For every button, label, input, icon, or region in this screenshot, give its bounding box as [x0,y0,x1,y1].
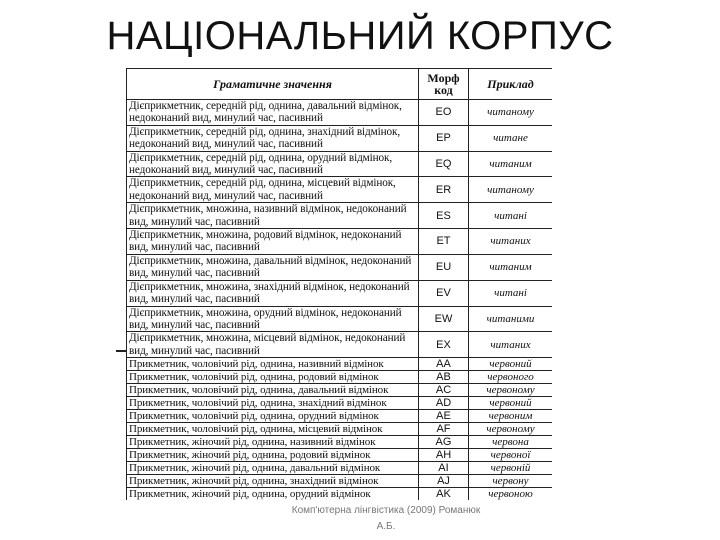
footer-line-2: А.Б. [376,521,396,532]
meaning-cell: Прикметник, чоловічий рід, однина, називний відмінок [127,358,419,371]
table-row [127,100,553,126]
code-cell: ET [419,229,469,255]
code-cell: AD [419,397,469,410]
meaning-cell: Дієприкметник, середній рід, однина, знахідний відмінок, недоконаний вид, минулий час, пасивний [127,125,419,151]
meaning-cell: Прикметник, чоловічий рід, однина, знахідний відмінок [127,397,419,410]
code-cell: EW [419,306,469,332]
table-row [127,371,553,384]
grammar-codes-table [126,68,552,500]
example-cell: червону [469,475,553,488]
table-row [127,384,553,397]
table-row [127,436,553,449]
example-cell: читаним [469,254,553,280]
table-row [127,410,553,423]
code-cell: EU [419,254,469,280]
code-cell: AK [419,488,469,500]
table-row [127,306,553,332]
footer-line-1: Комп'ютерна лінгвістика (2009) Романюк [291,505,481,516]
margin-bracket [116,350,126,352]
table-row [127,151,553,177]
meaning-cell: Прикметник, чоловічий рід, однина, місцевий відмінок [127,423,419,436]
code-cell: AF [419,423,469,436]
table-row [127,229,553,255]
meaning-cell: Прикметник, чоловічий рід, однина, орудний відмінок [127,410,419,423]
example-cell: читані [469,203,553,229]
header-meaning: Граматичне значення [127,69,419,100]
example-cell: читаному [469,100,553,126]
example-cell: читаними [469,306,553,332]
scanned-table-image [126,68,552,500]
example-cell: читані [469,280,553,306]
code-cell: AG [419,436,469,449]
example-cell: червоний [469,358,553,371]
code-cell: EV [419,280,469,306]
code-cell: EO [419,100,469,126]
example-cell: червоний [469,397,553,410]
meaning-cell: Дієприкметник, середній рід, однина, місцевий відмінок, недоконаний вид, минулий час, пасивний [127,177,419,203]
table-row [127,280,553,306]
example-cell: читаним [469,151,553,177]
code-cell: ER [419,177,469,203]
example-cell: читане [469,125,553,151]
example-cell: читаному [469,177,553,203]
table-row [127,203,553,229]
table-row [127,332,553,358]
meaning-cell: Дієприкметник, множина, родовий відмінок, недоконаний вид, минулий час, пасивний [127,229,419,255]
meaning-cell: Прикметник, чоловічий рід, однина, давальний відмінок [127,384,419,397]
code-cell: AC [419,384,469,397]
table-row [127,125,553,151]
example-cell: червоному [469,384,553,397]
meaning-cell: Прикметник, чоловічий рід, однина, родовий відмінок [127,371,419,384]
example-cell: читаних [469,229,553,255]
example-cell: червоному [469,423,553,436]
page-title: НАЦІОНАЛЬНИЙ КОРПУС [106,14,614,58]
code-cell: AJ [419,475,469,488]
example-cell: червоної [469,449,553,462]
meaning-cell: Прикметник, жіночий рід, однина, орудний відмінок [127,488,419,500]
table-row [127,358,553,371]
meaning-cell: Дієприкметник, множина, давальний відмінок, недоконаний вид, минулий час, пасивний [127,254,419,280]
meaning-cell: Прикметник, жіночий рід, однина, називний відмінок [127,436,419,449]
table-row [127,177,553,203]
meaning-cell: Дієприкметник, множина, місцевий відмінок, недоконаний вид, минулий час, пасивний [127,332,419,358]
code-cell: AH [419,449,469,462]
code-cell: EP [419,125,469,151]
example-cell: червоною [469,488,553,500]
example-cell: червоного [469,371,553,384]
code-cell: ES [419,203,469,229]
meaning-cell: Прикметник, жіночий рід, однина, родовий відмінок [127,449,419,462]
meaning-cell: Дієприкметник, середній рід, однина, давальний відмінок, недоконаний вид, минулий час, пасивний [127,100,419,126]
table-row [127,462,553,475]
table-row [127,475,553,488]
code-cell: EX [419,332,469,358]
code-cell: AI [419,462,469,475]
meaning-cell: Дієприкметник, множина, орудний відмінок, недоконаний вид, минулий час, пасивний [127,306,419,332]
code-cell: AE [419,410,469,423]
meaning-cell: Дієприкметник, множина, називний відмінок, недоконаний вид, минулий час, пасивний [127,203,419,229]
header-code: Морф код [419,69,469,100]
header-example: Приклад [469,69,553,100]
code-cell: EQ [419,151,469,177]
meaning-cell: Прикметник, жіночий рід, однина, знахідний відмінок [127,475,419,488]
example-cell: червоній [469,462,553,475]
table-header-row [127,69,553,100]
meaning-cell: Дієприкметник, середній рід, однина, орудний відмінок, недоконаний вид, минулий час, пасивний [127,151,419,177]
example-cell: червона [469,436,553,449]
table-row [127,449,553,462]
table-row [127,397,553,410]
code-cell: AA [419,358,469,371]
table-row [127,423,553,436]
meaning-cell: Прикметник, жіночий рід, однина, давальний відмінок [127,462,419,475]
example-cell: читаних [469,332,553,358]
example-cell: червоним [469,410,553,423]
meaning-cell: Дієприкметник, множина, знахідний відмінок, недоконаний вид, минулий час, пасивний [127,280,419,306]
table-row [127,488,553,500]
footer-credit [236,503,536,535]
code-cell: AB [419,371,469,384]
table-row [127,254,553,280]
